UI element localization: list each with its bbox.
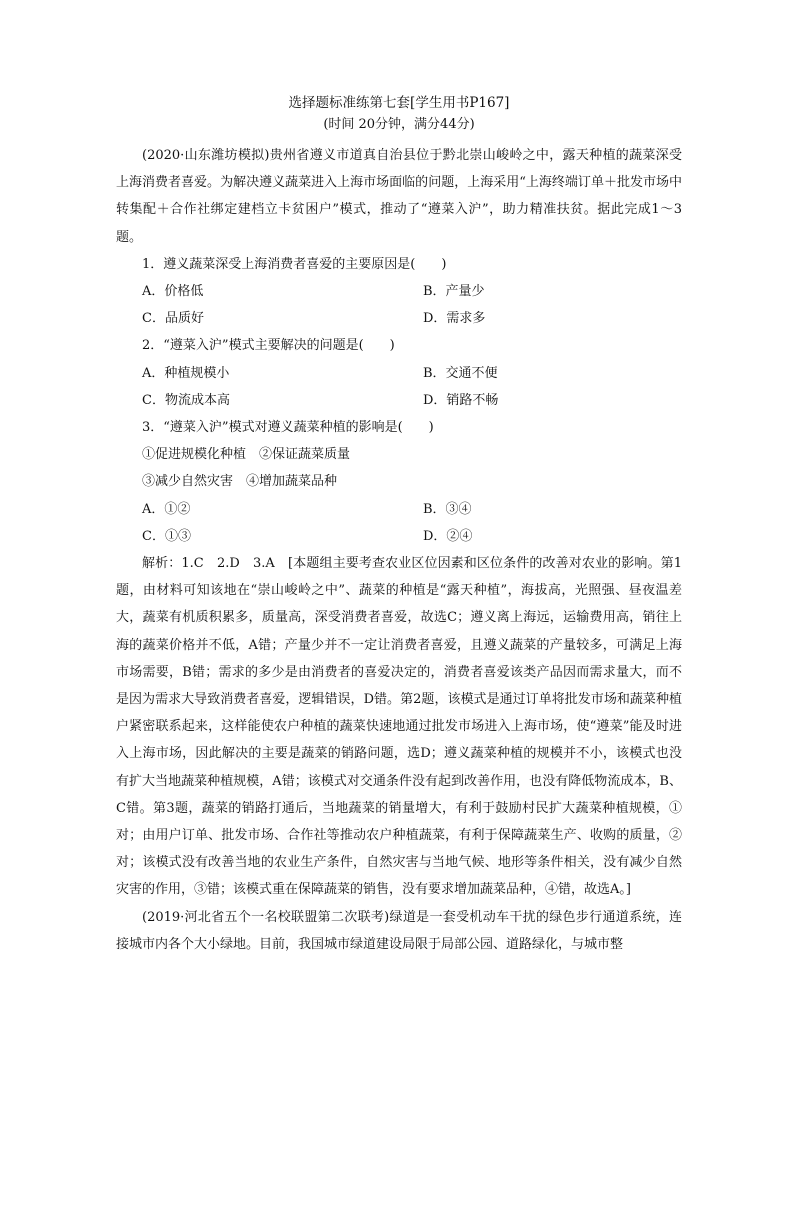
question-1-options-row-2	[116, 305, 682, 332]
q2-option-a: A．种植规模小	[142, 365, 230, 381]
q2-option-c: C．物流成本高	[142, 392, 230, 408]
question-3-options-row-2	[116, 523, 682, 550]
q3-option-c: C．①③	[142, 528, 191, 544]
passage-2: (2019·河北省五个一名校联盟第二次联考)绿道是一套受机动车干扰的绿色步行通道系统，连接城市内各个大小绿地。目前，我国城市绿道建设局限于局部公园、道路绿化，与城市整	[116, 909, 682, 952]
q1-option-c: C．品质好	[142, 311, 204, 327]
question-2-options-row-2	[116, 387, 682, 414]
document-page	[0, 92, 794, 1215]
q1-option-a: A．价格低	[142, 284, 204, 300]
question-3-statements-1: ①促进规模化种植 ②保证蔬菜质量	[142, 447, 351, 463]
answer-analysis: 解析：1.C 2.D 3.A [本题组主要考查农业区位因素和区位条件的改善对农业的影响。第1题，由材料可知该地在“崇山峻岭之中”、蔬菜的种植是“露天种植”，海拔高，光照强、昼夜温差大，蔬菜有机质积累多，质量高，深受消费者喜爱，故选C；遵义离上海远，运输费用高，销往上海的蔬菜价格并不低，A错；产量少并不一定让消费者喜爱，且遵义蔬菜的产量较多，可满足上海市场需要，B错；需求的多少是由消费者的喜爱决定的，消费者喜爱该类产品因而需求量大，而不是因为需求大导致消费者喜爱，逻辑错误，D错。第2题，该模式是通过订单将批发市场和蔬菜种植户紧密联系起来，这样能使农户种植的蔬菜快速地通过批发市场进入上海市场，使“遵菜”能及时进入上海市场，因此解决的主要是蔬菜的销路问题，选D；遵义蔬菜种植的规模并不小，该模式也没有扩大当地蔬菜种植规模，A错；该模式对交通条件没有起到改善作用，也没有降低物流成本，B、C错。第3题，蔬菜的销路打通后，当地蔬菜的销量增大，有利于鼓励村民扩大蔬菜种植规模，①对；由用户订单、批发市场、合作社等推动农户种植蔬菜，有利于保障蔬菜生产、收购的质量，②对；该模式没有改善当地的农业生产条件，自然灾害与当地气候、地形等条件相关，没有减少自然灾害的作用，③错；该模式重在保障蔬菜的销售，没有要求增加蔬菜品种，④错，故选A。]	[116, 556, 682, 898]
question-3-stem: 3．“遵菜入沪”模式对遵义蔬菜种植的影响是( )	[142, 420, 434, 436]
question-2-stem: 2．“遵菜入沪”模式主要解决的问题是( )	[142, 338, 395, 354]
q1-option-d: D．需求多	[423, 311, 486, 327]
q3-option-a: A．①②	[142, 501, 191, 517]
question-2-options-row-1	[116, 360, 682, 387]
question-3-options-row-1	[116, 496, 682, 523]
question-1-options-row-1	[116, 278, 682, 305]
q3-option-b: B．③④	[423, 501, 472, 517]
q2-option-d: D．销路不畅	[423, 392, 499, 408]
q2-option-b: B．交通不便	[423, 365, 498, 381]
page-title: 选择题标准练第七套[学生用书P167]	[288, 95, 510, 111]
q1-option-b: B．产量少	[423, 284, 485, 300]
question-3-statements-2: ③减少自然灾害 ④增加蔬菜品种	[142, 474, 338, 490]
question-1-stem: 1．遵义蔬菜深受上海消费者喜爱的主要原因是( )	[142, 256, 447, 272]
q3-option-d: D．②④	[423, 528, 473, 544]
passage-1: (2020·山东潍坊模拟)贵州省遵义市道真自治县位于黔北崇山峻岭之中，露天种植的蔬菜深受上海消费者喜爱。为解决遵义蔬菜进入上海市场面临的问题，上海采用“上海终端订单＋批发市场中转集配＋合作社绑定建档立卡贫困户”模式，推动了“遵菜入沪”，助力精准扶贫。据此完成1～3题。	[116, 148, 682, 245]
page-subtitle: (时间 20分钟，满分44分)	[323, 117, 475, 132]
